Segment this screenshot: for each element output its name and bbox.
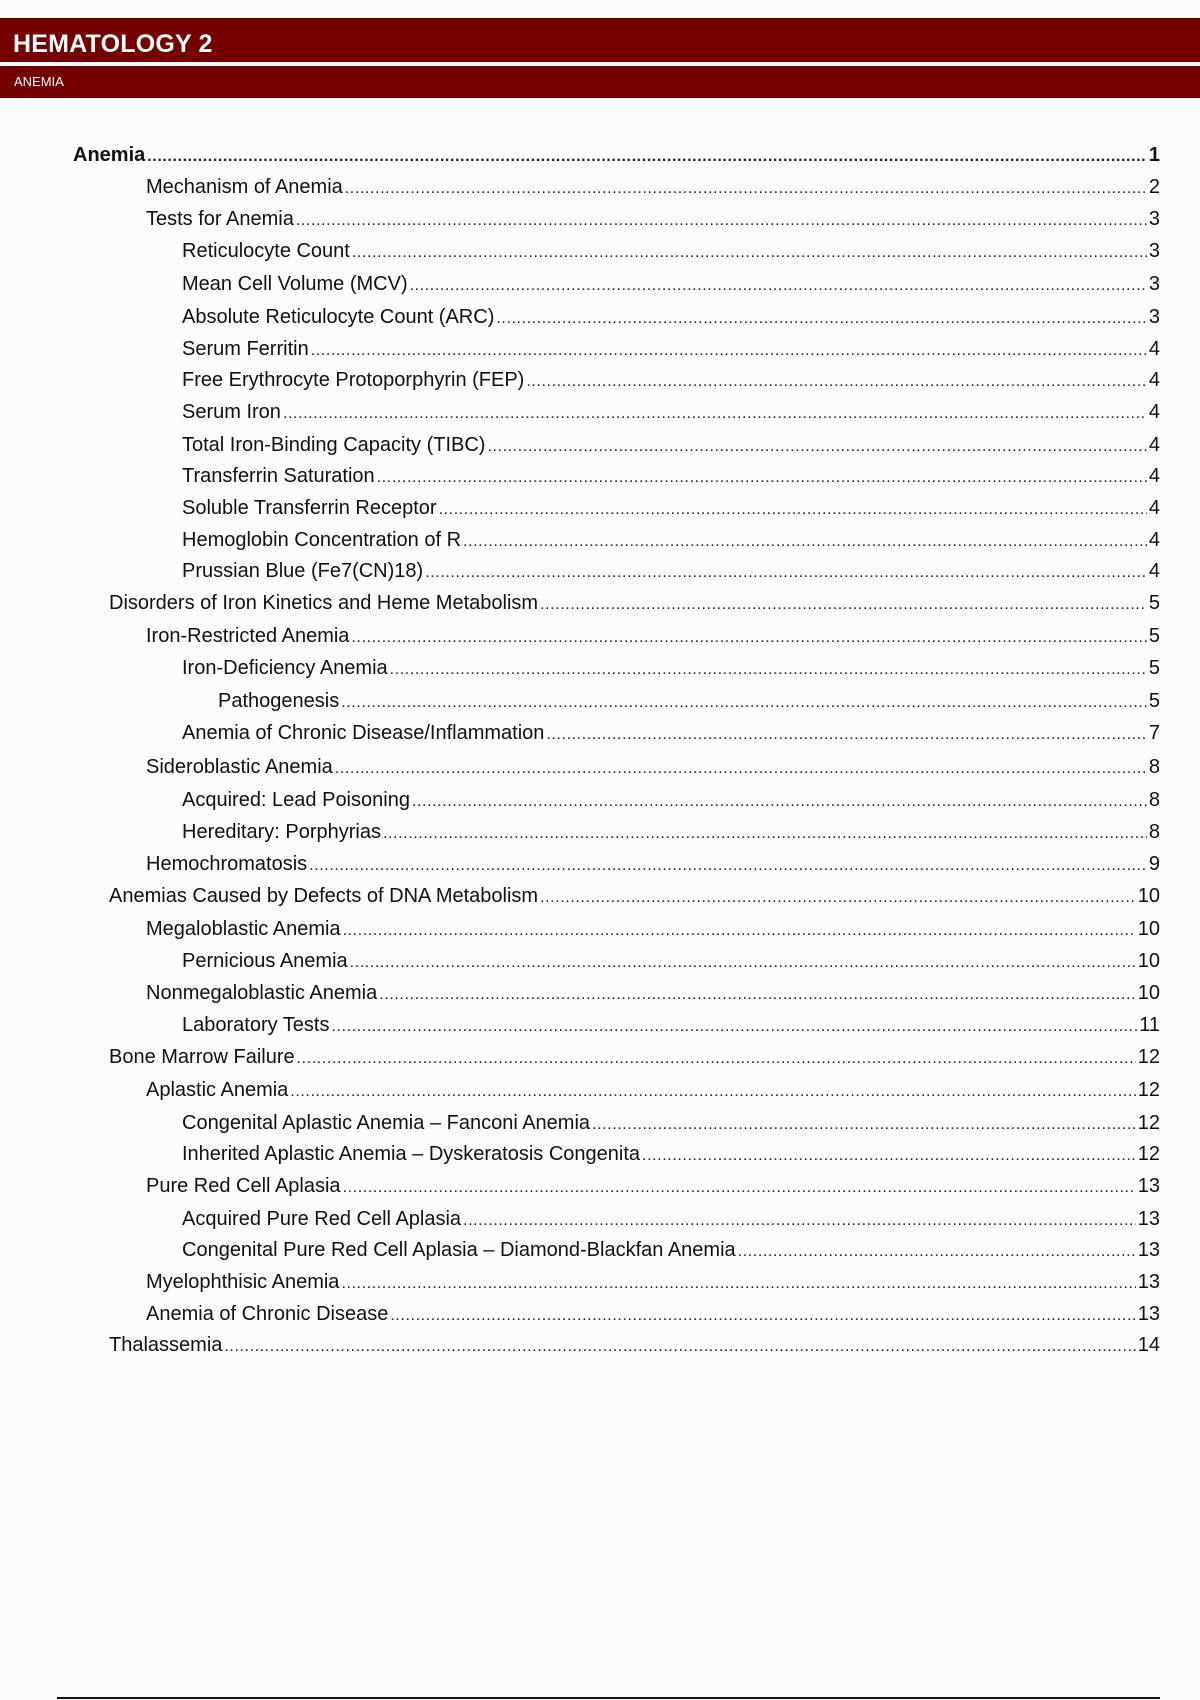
toc-entry[interactable]: [182, 787, 1160, 813]
toc-page-number: 13: [1137, 1239, 1160, 1261]
toc-entry-title: Tests for Anemia: [146, 208, 294, 230]
toc-dot-leader: [309, 851, 1147, 879]
toc-entry[interactable]: [146, 1077, 1160, 1103]
toc-entry[interactable]: [146, 1173, 1160, 1199]
toc-entry[interactable]: [182, 463, 1160, 489]
footer-divider: [57, 1697, 1160, 1699]
toc-dot-leader: [290, 1077, 1135, 1105]
toc-entry-title: Total Iron-Binding Capacity (TIBC): [182, 434, 486, 456]
toc-page-number: 8: [1148, 821, 1160, 843]
toc-entry-title: Serum Ferritin: [182, 338, 309, 360]
toc-page-number: 4: [1148, 369, 1160, 391]
toc-dot-leader: [379, 980, 1136, 1008]
toc-dot-leader: [540, 883, 1136, 911]
header-divider: [0, 62, 1200, 66]
toc-dot-leader: [463, 527, 1147, 555]
toc-entry-title: Hemochromatosis: [146, 853, 308, 875]
toc-entry[interactable]: [146, 206, 1160, 232]
toc-page-number: 10: [1137, 918, 1160, 940]
toc-entry-title: Anemia of Chronic Disease: [146, 1303, 389, 1325]
toc-page-number: 4: [1148, 434, 1160, 456]
toc-entry[interactable]: [182, 495, 1160, 521]
toc-entry[interactable]: [182, 1206, 1160, 1232]
toc-dot-leader: [383, 819, 1147, 847]
toc-page-number: 4: [1148, 465, 1160, 487]
toc-entry-title: Absolute Reticulocyte Count (ARC): [182, 306, 495, 328]
toc-page-number: 13: [1137, 1175, 1160, 1197]
toc-entry-title: Disorders of Iron Kinetics and Heme Metabolism: [109, 592, 539, 614]
toc-page-number: 1: [1148, 144, 1160, 166]
toc-dot-leader: [390, 1301, 1135, 1329]
toc-dot-leader: [439, 495, 1147, 523]
toc-entry[interactable]: [182, 432, 1160, 458]
toc-dot-leader: [345, 174, 1147, 202]
toc-page-number: 3: [1148, 240, 1160, 262]
toc-entry[interactable]: [182, 948, 1160, 974]
toc-entry-title: Hemoglobin Concentration of R: [182, 529, 462, 551]
toc-entry[interactable]: [182, 238, 1160, 264]
toc-page-number: 8: [1148, 756, 1160, 778]
toc-entry[interactable]: [182, 819, 1160, 845]
toc-dot-leader: [352, 238, 1147, 266]
toc-dot-leader: [224, 1332, 1135, 1360]
toc-entry-title: Bone Marrow Failure: [109, 1046, 295, 1068]
toc-dot-leader: [311, 336, 1147, 364]
toc-entry-title: Pernicious Anemia: [182, 950, 348, 972]
toc-page-number: 13: [1137, 1271, 1160, 1293]
toc-dot-leader: [335, 754, 1147, 782]
toc-entry-title: Anemias Caused by Defects of DNA Metabolism: [109, 885, 539, 907]
toc-dot-leader: [410, 271, 1147, 299]
toc-entry-title: Anemia of Chronic Disease/Inflammation: [182, 722, 545, 744]
toc-dot-leader: [487, 432, 1146, 460]
toc-entry-title: Acquired Pure Red Cell Aplasia: [182, 1208, 462, 1230]
toc-entry-title: Soluble Transferrin Receptor: [182, 497, 437, 519]
section-subtitle: ANEMIA: [14, 74, 64, 89]
toc-entry[interactable]: [182, 558, 1160, 584]
toc-page-number: 14: [1137, 1334, 1160, 1356]
toc-page-number: 4: [1148, 401, 1160, 423]
toc-entry-title: Hereditary: Porphyrias: [182, 821, 381, 843]
toc-entry-title: Anemia: [73, 144, 146, 166]
toc-entry[interactable]: [182, 527, 1160, 553]
toc-page-number: 4: [1148, 560, 1160, 582]
toc-entry[interactable]: [182, 1237, 1160, 1263]
toc-page-number: 3: [1148, 208, 1160, 230]
toc-entry-title: Prussian Blue (Fe7(CN)18): [182, 560, 424, 582]
toc-page-number: 5: [1148, 690, 1160, 712]
toc-entry-title: Myelophthisic Anemia: [146, 1271, 340, 1293]
toc-page-number: 10: [1137, 982, 1160, 1004]
toc-entry[interactable]: [146, 916, 1160, 942]
toc-entry[interactable]: [218, 688, 1160, 714]
toc-dot-leader: [390, 655, 1147, 683]
toc-entry-title: Inherited Aplastic Anemia – Dyskeratosis Congenita: [182, 1143, 641, 1165]
toc-page-number: 4: [1148, 497, 1160, 519]
toc-entry[interactable]: [182, 367, 1160, 393]
document-title: HEMATOLOGY 2: [13, 30, 213, 58]
toc-entry[interactable]: [182, 399, 1160, 425]
toc-dot-leader: [412, 787, 1147, 815]
toc-dot-leader: [546, 720, 1146, 748]
toc-entry[interactable]: [146, 980, 1160, 1006]
toc-entry-title: Serum Iron: [182, 401, 281, 423]
toc-entry[interactable]: [182, 1141, 1160, 1167]
toc-entry-title: Pathogenesis: [218, 690, 340, 712]
toc-dot-leader: [341, 688, 1147, 716]
toc-page-number: 7: [1148, 722, 1160, 744]
toc-entry[interactable]: [146, 623, 1160, 649]
toc-page-number: 3: [1148, 306, 1160, 328]
toc-page-number: 12: [1137, 1143, 1160, 1165]
toc-dot-leader: [147, 142, 1147, 170]
toc-page-number: 5: [1148, 657, 1160, 679]
toc-page-number: 13: [1137, 1303, 1160, 1325]
toc-entry[interactable]: [146, 1301, 1160, 1327]
toc-entry-title: Congenital Pure Red Cell Aplasia – Diamond-Blackfan Anemia: [182, 1239, 736, 1261]
toc-page-number: 10: [1137, 885, 1160, 907]
toc-entry-title: Reticulocyte Count: [182, 240, 350, 262]
toc-dot-leader: [540, 590, 1147, 618]
toc-dot-leader: [343, 916, 1136, 944]
toc-dot-leader: [642, 1141, 1136, 1169]
toc-entry[interactable]: [182, 1012, 1160, 1038]
toc-page-number: 12: [1137, 1046, 1160, 1068]
toc-entry-title: Thalassemia: [109, 1334, 223, 1356]
toc-dot-leader: [296, 206, 1147, 234]
toc-dot-leader: [297, 1044, 1136, 1072]
toc-entry[interactable]: [182, 304, 1160, 330]
toc-entry[interactable]: [146, 1269, 1160, 1295]
toc-dot-leader: [425, 558, 1147, 586]
toc-entry[interactable]: [182, 271, 1160, 297]
toc-page-number: 2: [1148, 176, 1160, 198]
toc-entry[interactable]: [146, 754, 1160, 780]
toc-entry-title: Laboratory Tests: [182, 1014, 330, 1036]
toc-page-number: 11: [1139, 1014, 1160, 1036]
toc-entry-title: Pure Red Cell Aplasia: [146, 1175, 341, 1197]
toc-dot-leader: [592, 1110, 1136, 1138]
toc-entry-title: Free Erythrocyte Protoporphyrin (FEP): [182, 369, 525, 391]
toc-entry[interactable]: [109, 883, 1160, 909]
toc-entry-title: Aplastic Anemia: [146, 1079, 289, 1101]
toc-entry[interactable]: [182, 655, 1160, 681]
toc-dot-leader: [343, 1173, 1136, 1201]
toc-page-number: 9: [1148, 853, 1160, 875]
toc-entry-title: Mechanism of Anemia: [146, 176, 343, 198]
toc-entry-title: Congenital Aplastic Anemia – Fanconi Anemia: [182, 1112, 591, 1134]
toc-dot-leader: [351, 623, 1146, 651]
toc-dot-leader: [496, 304, 1147, 332]
toc-entry-title: Sideroblastic Anemia: [146, 756, 333, 778]
toc-page-number: 12: [1137, 1079, 1160, 1101]
toc-page-number: 5: [1148, 625, 1160, 647]
toc-entry[interactable]: [182, 336, 1160, 362]
toc-entry[interactable]: [109, 590, 1160, 616]
toc-entry[interactable]: [146, 174, 1160, 200]
toc-dot-leader: [526, 367, 1147, 395]
toc-entry[interactable]: [182, 720, 1160, 746]
toc-entry[interactable]: [109, 1044, 1160, 1070]
toc-page-number: 5: [1148, 592, 1160, 614]
toc-entry-title: Acquired: Lead Poisoning: [182, 789, 410, 811]
toc-page-number: 13: [1137, 1208, 1160, 1230]
toc-page-number: 3: [1148, 273, 1160, 295]
toc-dot-leader: [341, 1269, 1135, 1297]
toc-page-number: 10: [1137, 950, 1160, 972]
toc-dot-leader: [738, 1237, 1136, 1265]
toc-entry[interactable]: [109, 1332, 1160, 1358]
toc-entry-title: Iron-Deficiency Anemia: [182, 657, 388, 679]
toc-entry[interactable]: [146, 851, 1160, 877]
toc-page-number: 12: [1137, 1112, 1160, 1134]
toc-entry-title: Transferrin Saturation: [182, 465, 375, 487]
toc-entry-title: Iron-Restricted Anemia: [146, 625, 350, 647]
toc-entry[interactable]: [182, 1110, 1160, 1136]
toc-entry[interactable]: [73, 142, 1160, 168]
toc-dot-leader: [350, 948, 1136, 976]
toc-page-number: 8: [1148, 789, 1160, 811]
toc-entry-title: Nonmegaloblastic Anemia: [146, 982, 378, 1004]
toc-dot-leader: [463, 1206, 1136, 1234]
toc-dot-leader: [332, 1012, 1138, 1040]
toc-entry-title: Megaloblastic Anemia: [146, 918, 341, 940]
toc-page-number: 4: [1148, 338, 1160, 360]
toc-entry-title: Mean Cell Volume (MCV): [182, 273, 408, 295]
toc-dot-leader: [283, 399, 1147, 427]
toc-dot-leader: [377, 463, 1147, 491]
toc-page-number: 4: [1148, 529, 1160, 551]
